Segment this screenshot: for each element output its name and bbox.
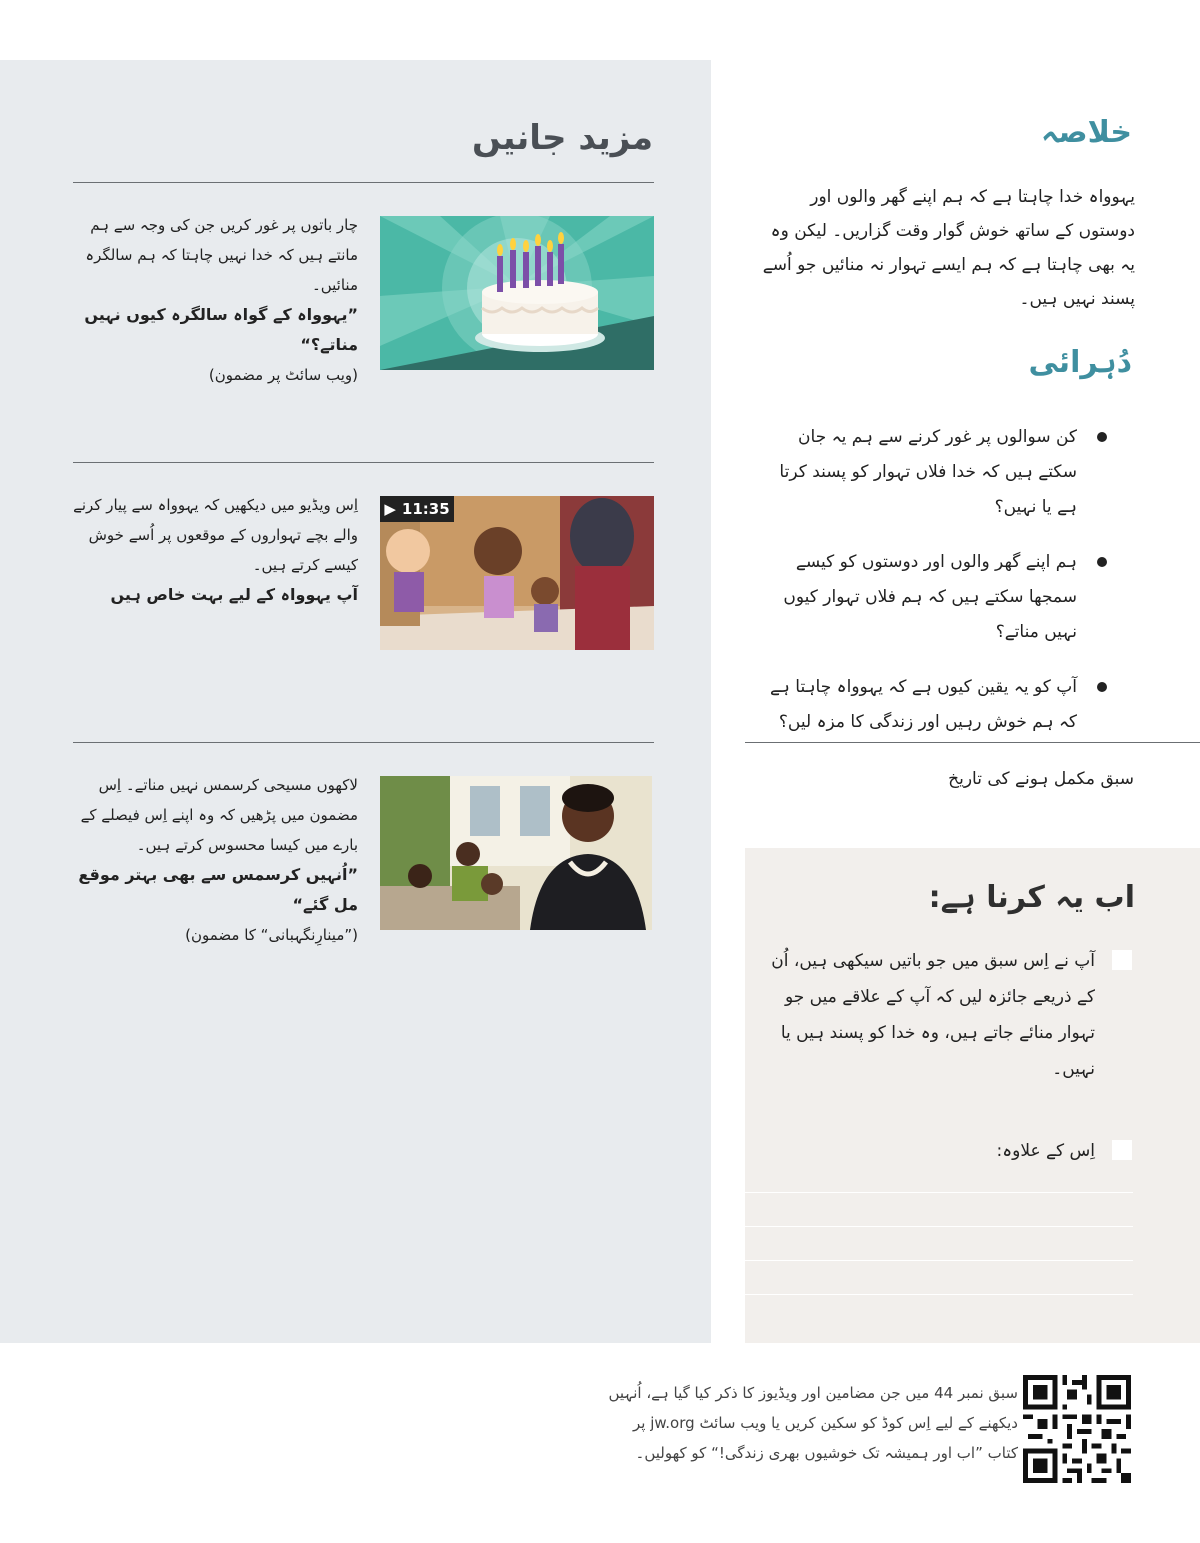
birthday-cake-image[interactable] — [380, 216, 654, 370]
learn-item-description: لاکھوں مسیحی کرسمس نہیں مناتے۔ اِس مضمون میں پڑھیں کہ وہ اپنے اِس فیصلے کے بارے میں کیسا محسوس کرتے ہیں۔ — [80, 776, 358, 854]
footer-text: سبق نمبر 44 میں جن مضامین اور ویڈیوز کا ذکر کیا گیا ہے، اُنہیں دیکھنے کے لیے اِس کوڈ کو سکین کریں یا ویب سائٹ jw.org پر کتاب ”اب اور ہمیشہ تک خوشیوں بھری زندگی!“ کو کھولیں۔ — [608, 1384, 1018, 1462]
learn-item-christmas — [73, 770, 358, 950]
divider — [745, 742, 1200, 743]
article-link-birthday[interactable]: ”یہوواہ کے گواہ سالگرہ کیوں نہیں مناتے؟“ — [84, 305, 358, 354]
review-question: ہم اپنے گھر والوں اور دوستوں کو کیسے سمجھا سکتے ہیں کہ ہم فلاں تہوار کیوں نہیں مناتے؟ — [755, 545, 1107, 650]
summary-text: یہوواہ خدا چاہتا ہے کہ ہم اپنے گھر والوں اور دوستوں کے ساتھ خوش گوار وقت گزاریں۔ لیکن وہ یہ بھی چاہتا ہے کہ ہم ایسے تہوار نہ منائیں جو اُسے پسند نہیں ہیں۔ — [762, 187, 1135, 309]
task-item: اِس کے علاوہ: — [996, 1141, 1095, 1161]
task-heading: اب یہ کرنا ہے: — [928, 880, 1135, 915]
bullet-icon — [1097, 557, 1107, 567]
learn-item-source: (”مینارِنگہبانی“ کا مضمون) — [185, 926, 358, 944]
writing-line[interactable] — [745, 1226, 1133, 1227]
smiling-woman-image[interactable] — [380, 776, 652, 930]
divider — [73, 742, 654, 743]
learn-item-video — [73, 490, 358, 610]
review-question: کن سوالوں پر غور کرنے سے ہم یہ جان سکتے ہیں کہ خدا فلاں تہوار کو پسند کرتا ہے یا نہیں؟ — [755, 420, 1107, 525]
learn-item-birthday — [73, 210, 358, 390]
review-heading: دُہرائی — [1028, 345, 1132, 380]
review-question: آپ کو یہ یقین کیوں ہے کہ یہوواہ چاہتا ہے کہ ہم خوش رہیں اور زندگی کا مزہ لیں؟ — [755, 670, 1107, 740]
review-questions — [755, 420, 1107, 760]
video-duration-badge — [380, 496, 454, 522]
writing-line[interactable] — [745, 1260, 1133, 1261]
article-link-christmas[interactable]: ”اُنہیں کرسمس سے بھی بہتر موقع مل گئے“ — [78, 865, 358, 914]
writing-line[interactable] — [745, 1294, 1133, 1295]
completion-date-label: سبق مکمل ہونے کی تاریخ — [948, 769, 1134, 789]
learn-item-description: چار باتوں پر غور کریں جن کی وجہ سے ہم مانتے ہیں کہ خدا نہیں چاہتا کہ ہم سالگرہ منائیں۔ — [85, 216, 358, 294]
learn-more-heading: مزید جانیں — [472, 118, 653, 158]
play-icon: ▶ — [384, 500, 396, 518]
bullet-icon — [1097, 432, 1107, 442]
summary-heading: خلاصہ — [1041, 115, 1132, 150]
divider — [73, 182, 654, 183]
video-duration: 11:35 — [401, 500, 450, 518]
task-item: آپ نے اِس سبق میں جو باتیں سیکھی ہیں، اُن کے ذریعے جائزہ لیں کہ آپ کے علاقے میں جو تہوار منائے جاتے ہیں، وہ خدا کو پسند ہیں یا نہیں۔ — [771, 951, 1095, 1079]
task-panel — [745, 848, 1200, 1343]
bullet-icon — [1097, 682, 1107, 692]
qr-code-icon[interactable] — [1022, 1375, 1132, 1483]
video-thumbnail[interactable] — [380, 496, 654, 650]
task-checkbox[interactable] — [1112, 950, 1132, 970]
learn-item-description: اِس ویڈیو میں دیکھیں کہ یہوواہ سے پیار کرنے والے بچے تہواروں کے موقعوں پر اُسے خوش کیسے کرتے ہیں۔ — [73, 496, 358, 574]
learn-item-source: (ویب سائٹ پر مضمون) — [208, 366, 358, 384]
task-checkbox[interactable] — [1112, 1140, 1132, 1160]
video-link[interactable]: آپ یہوواہ کے لیے بہت خاص ہیں — [110, 585, 358, 604]
writing-line[interactable] — [745, 1192, 1133, 1193]
divider — [73, 462, 654, 463]
